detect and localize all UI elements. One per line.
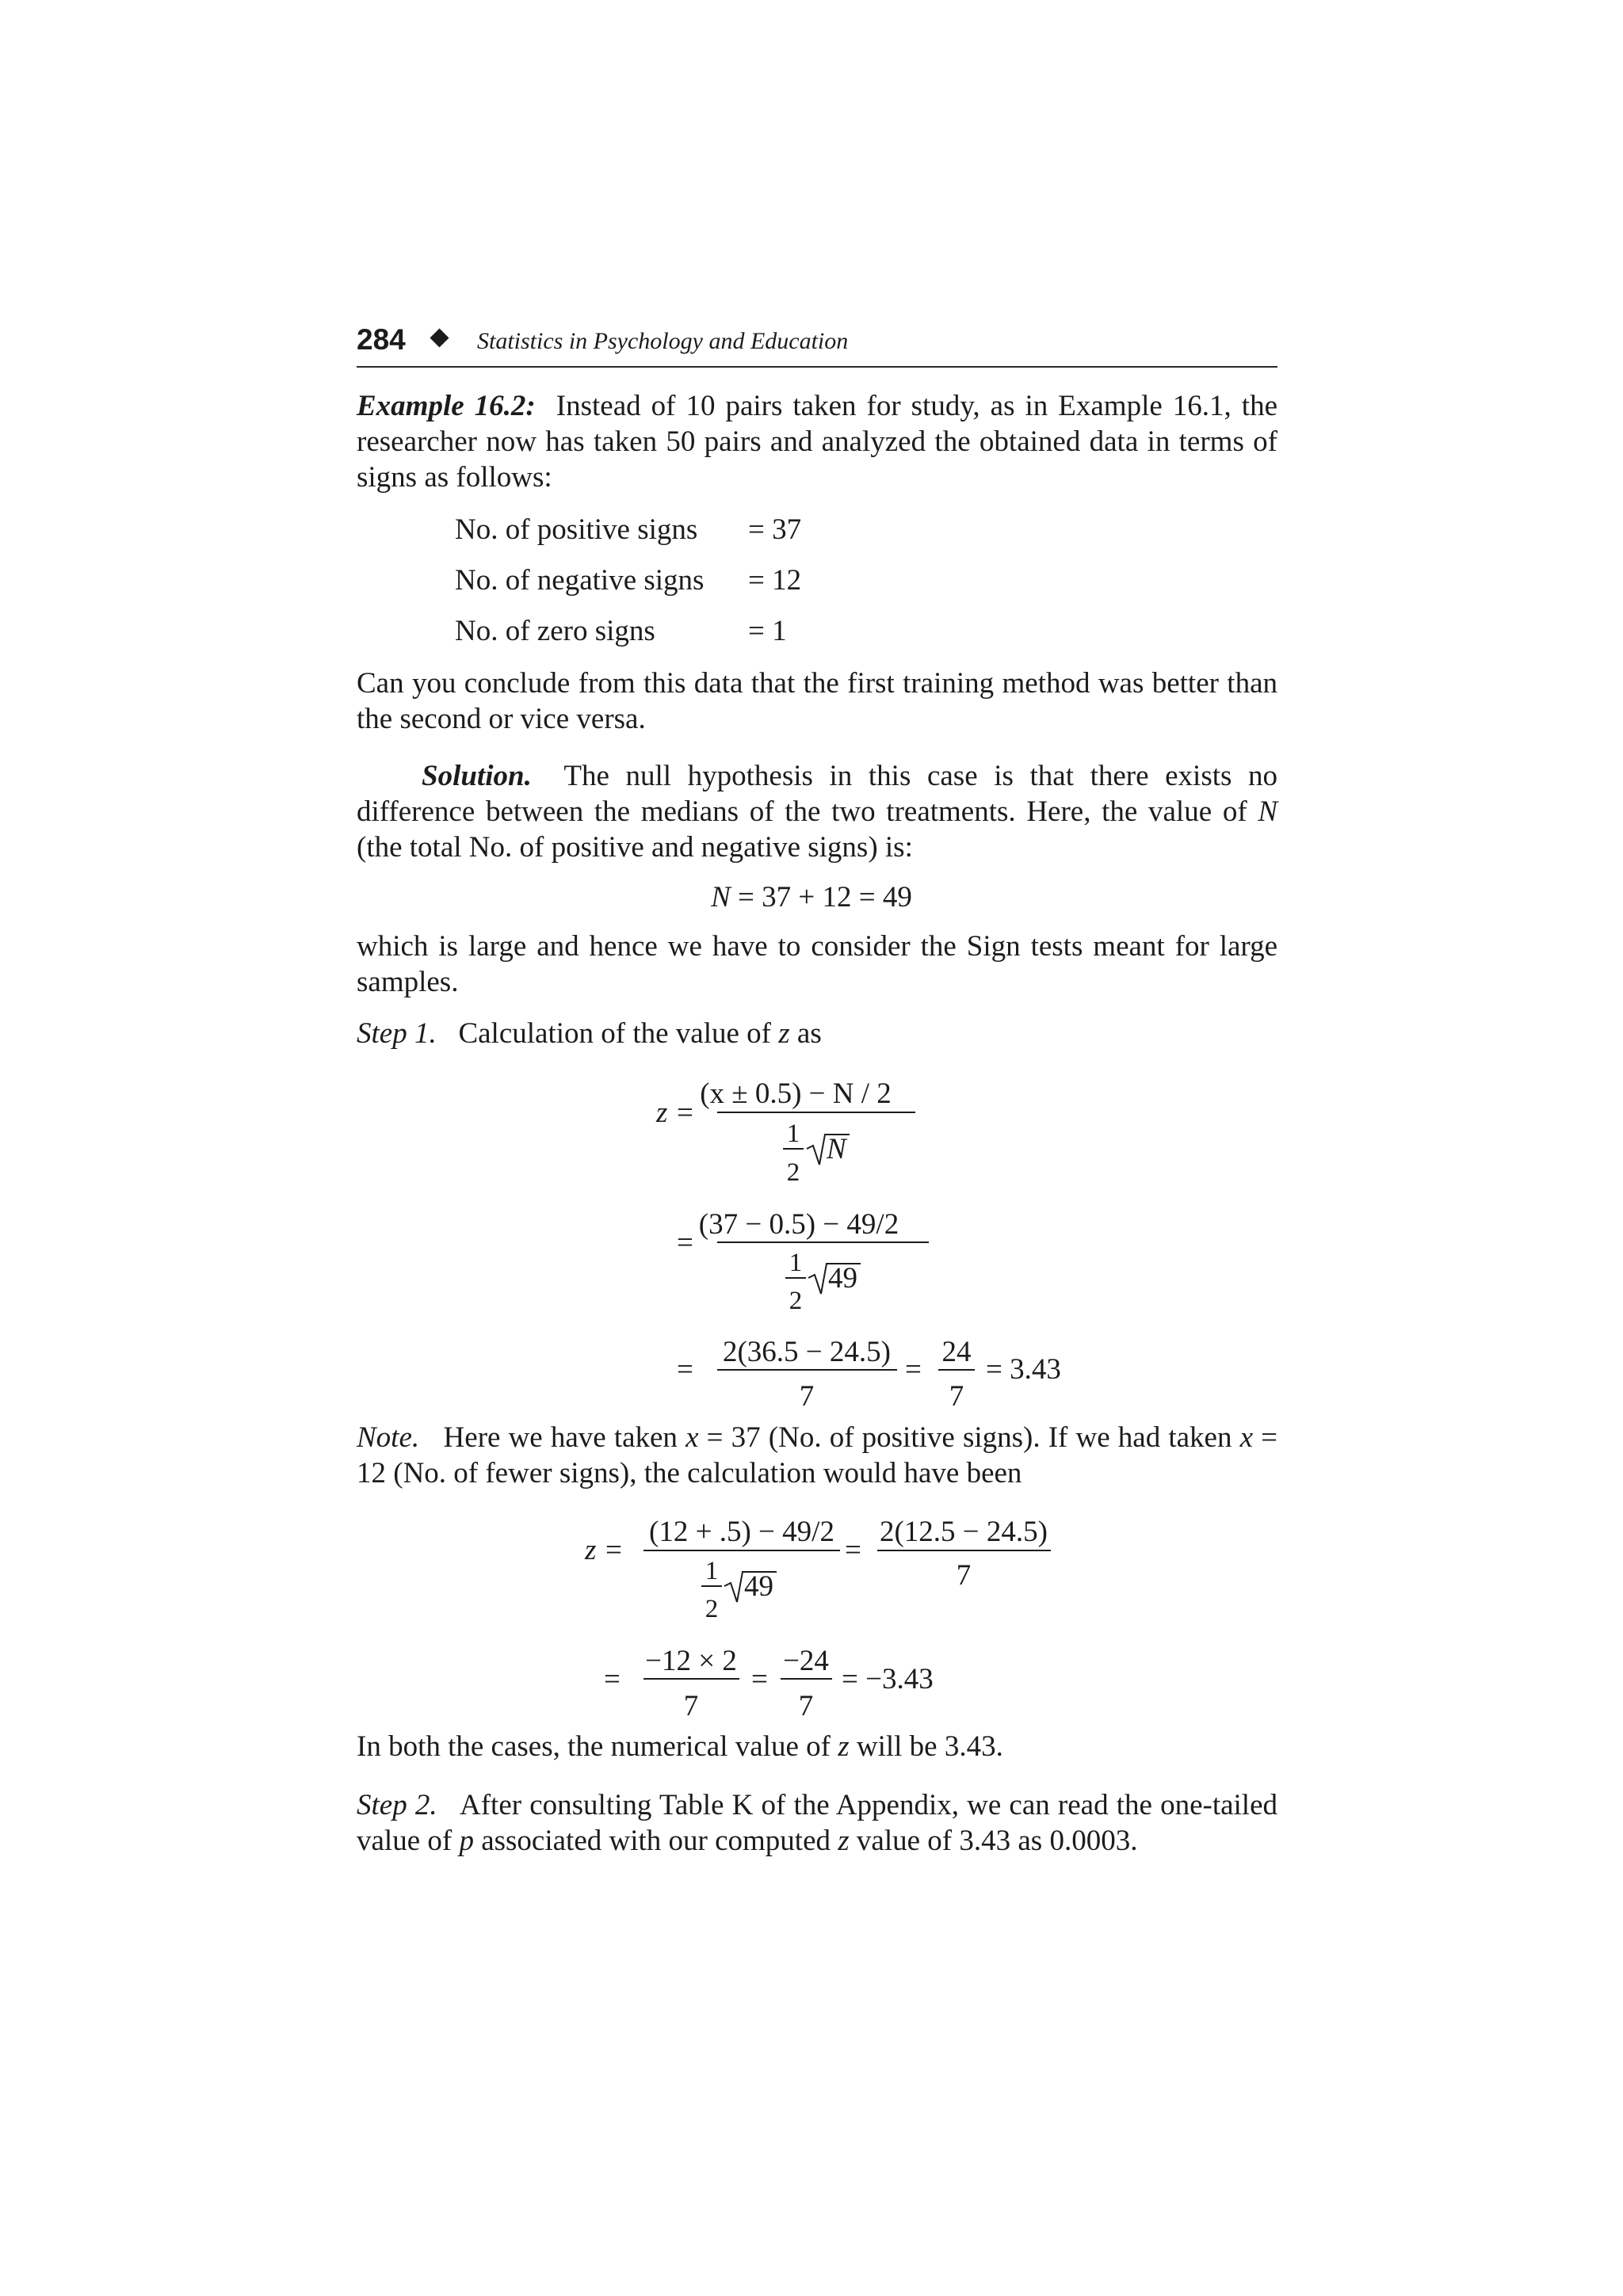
page-number: 284 [357, 323, 406, 356]
formula-result: = −3.43 [842, 1663, 934, 1695]
step2-text: associated with our computed [473, 1825, 838, 1857]
sqrt-icon [807, 1135, 850, 1165]
question-paragraph: Can you conclude from this data that the first training method was better than the second or vice versa. [357, 667, 1277, 735]
formula-equals: = [677, 1353, 693, 1386]
half-numerator: 1 [789, 1249, 803, 1277]
n-equation [0, 883, 1623, 912]
formula-equals: = [905, 1353, 922, 1386]
formula-numerator: −12 × 2 [645, 1645, 737, 1677]
root-argument: N [827, 1133, 846, 1165]
n-equation-rhs: = 37 + 12 = 49 [738, 881, 912, 913]
step1-paragraph [357, 1016, 1277, 1051]
step2-label: Step 2. [357, 1789, 437, 1821]
half-numerator: 1 [705, 1557, 719, 1585]
formula-equals: = [604, 1663, 621, 1695]
step2-text: value of 3.43 as 0.0003. [849, 1825, 1138, 1857]
example-label: Example 16.2: [357, 390, 536, 422]
formula-numerator: (12 + .5) − 49/2 [649, 1516, 834, 1548]
step1-text: as [789, 1017, 822, 1050]
step2-paragraph [357, 1787, 1277, 1859]
note-text: Here we have taken [443, 1421, 686, 1454]
sign-count-value: = 1 [748, 615, 787, 647]
half-denominator: 2 [786, 1158, 800, 1187]
half-denominator: 2 [789, 1287, 803, 1315]
half-denominator: 2 [705, 1595, 719, 1623]
step1-text: Calculation of the value of [458, 1017, 779, 1050]
sign-count-label: No. of zero signs [455, 615, 655, 647]
solution-text: (the total No. of positive and negative signs) is: [357, 831, 913, 864]
formula-lhs: z = [585, 1534, 624, 1566]
step1-label: Step 1. [357, 1017, 437, 1050]
formula-denominator: 7 [798, 1690, 814, 1722]
step2-text: After consulting Table K of the Appendix, we can read the one-tailed value of [357, 1789, 1277, 1857]
note-label: Note. [357, 1421, 420, 1454]
p-symbol: p [459, 1825, 474, 1857]
formula-numerator: (x ± 0.5) − N / 2 [700, 1077, 892, 1110]
example-paragraph [357, 388, 1277, 495]
followup-paragraph: which is large and hence we have to consider the Sign tests meant for large samples. [357, 930, 1277, 998]
formula-numerator: 24 [941, 1336, 972, 1368]
z-symbol: z [838, 1730, 850, 1763]
n-symbol: N [711, 881, 731, 913]
page-header [357, 320, 1277, 368]
running-title: Statistics in Psychology and Education [477, 328, 849, 354]
formula-denominator: 7 [799, 1380, 815, 1413]
formula-denominator: 7 [683, 1690, 699, 1722]
solution-label: Solution. [422, 760, 532, 792]
x-symbol: x [1239, 1421, 1254, 1454]
solution-paragraph [357, 758, 1277, 865]
z-symbol: z [778, 1017, 790, 1050]
sign-count-label: No. of positive signs [455, 513, 698, 546]
formula-denominator: 7 [949, 1380, 964, 1413]
formula-numerator: (37 − 0.5) − 49/2 [698, 1208, 899, 1241]
note-text: = 12 (No. of fewer signs), the calculation would have been [357, 1421, 1278, 1489]
root-argument: 49 [744, 1570, 773, 1603]
formula-numerator: 2(12.5 − 24.5) [879, 1516, 1048, 1548]
sign-count-value: = 12 [748, 564, 802, 597]
formula-result: = 3.43 [986, 1353, 1061, 1386]
conclusion-text: will be 3.43. [849, 1730, 1003, 1763]
half-numerator: 1 [786, 1119, 800, 1148]
formula-equals: = [751, 1663, 768, 1695]
formula-equals: = [677, 1226, 693, 1259]
x-symbol: x [685, 1421, 699, 1454]
note-paragraph [357, 1420, 1277, 1491]
formula-equals: = [845, 1534, 861, 1566]
formula-numerator: −24 [783, 1645, 829, 1677]
sqrt-icon [724, 1572, 777, 1602]
conclusion-paragraph [357, 1729, 1277, 1764]
sign-count-value: = 37 [748, 513, 802, 546]
example-text: Instead of 10 pairs taken for study, as in Example 16.1, the researcher now has taken 50 pairs and analyzed the obtained data in terms of signs as follows: [357, 390, 1278, 494]
formula-numerator: 2(36.5 − 24.5) [722, 1336, 892, 1368]
formula-denominator: 7 [956, 1559, 972, 1592]
note-text: = 37 (No. of positive signs). If we had taken [698, 1421, 1240, 1454]
conclusion-text: In both the cases, the numerical value of [357, 1730, 838, 1763]
sign-count-label: No. of negative signs [455, 564, 705, 597]
z-symbol: z [838, 1825, 850, 1857]
root-argument: 49 [828, 1262, 857, 1295]
solution-text: The null hypothesis in this case is that there exists no difference between the medians of the two treatments. Here, the value of [357, 760, 1277, 828]
formula-lhs: z = [656, 1097, 695, 1129]
diamond-icon [430, 328, 449, 347]
n-symbol: N [1258, 795, 1277, 828]
sqrt-icon [808, 1264, 861, 1294]
